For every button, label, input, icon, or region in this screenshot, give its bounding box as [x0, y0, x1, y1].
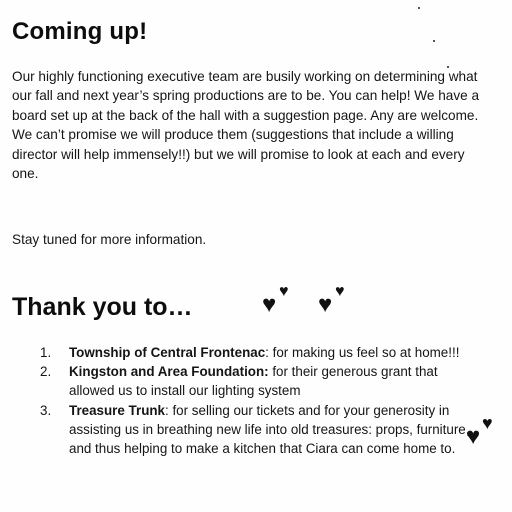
list-item-name: Treasure Trunk	[69, 402, 166, 418]
list-item-number: 2.	[40, 364, 52, 380]
list-item-text: : for making us feel so at home!!!	[265, 345, 460, 360]
coming-up-paragraph: Our highly functioning executive team are busily working on determining what our fall and next year’s spring productions are to be. You can help! We have a board set up at the back of the hall with a suggestion page. Any are welcome. We can’t promise we will produce them (suggestions that include a willing director will help immensely!!) but we will promise to look at each and every one.	[12, 69, 480, 182]
thank-you-heading: Thank you to…	[12, 293, 193, 321]
list-item	[40, 362, 480, 400]
thank-you-list	[40, 343, 480, 458]
list-item-text: for their generous grant that allowed us to install our lighting system	[69, 364, 438, 399]
double-heart-icon: ♥ ♥	[466, 413, 493, 450]
double-heart-icon: ♥ ♥	[262, 283, 289, 318]
list-item-name: Township of Central Frontenac	[69, 345, 266, 360]
list-item-number: 1.	[40, 345, 52, 360]
speck-dot	[433, 40, 435, 42]
list-item-number: 3.	[40, 402, 52, 418]
coming-up-heading: Coming up!	[12, 18, 148, 45]
list-item	[40, 343, 480, 362]
list-item-name: Kingston and Area Foundation:	[69, 364, 269, 380]
speck-dot	[418, 7, 420, 9]
stay-tuned-text: Stay tuned for more information.	[12, 232, 207, 247]
list-item	[40, 401, 480, 459]
double-heart-icon: ♥ ♥	[318, 283, 345, 318]
list-item-text: : for selling our tickets and for your generosity in assisting us in breathing new life into old treasures: props, furniture, and thus helping to make a kitchen that Ciara can come home to.	[69, 402, 470, 457]
